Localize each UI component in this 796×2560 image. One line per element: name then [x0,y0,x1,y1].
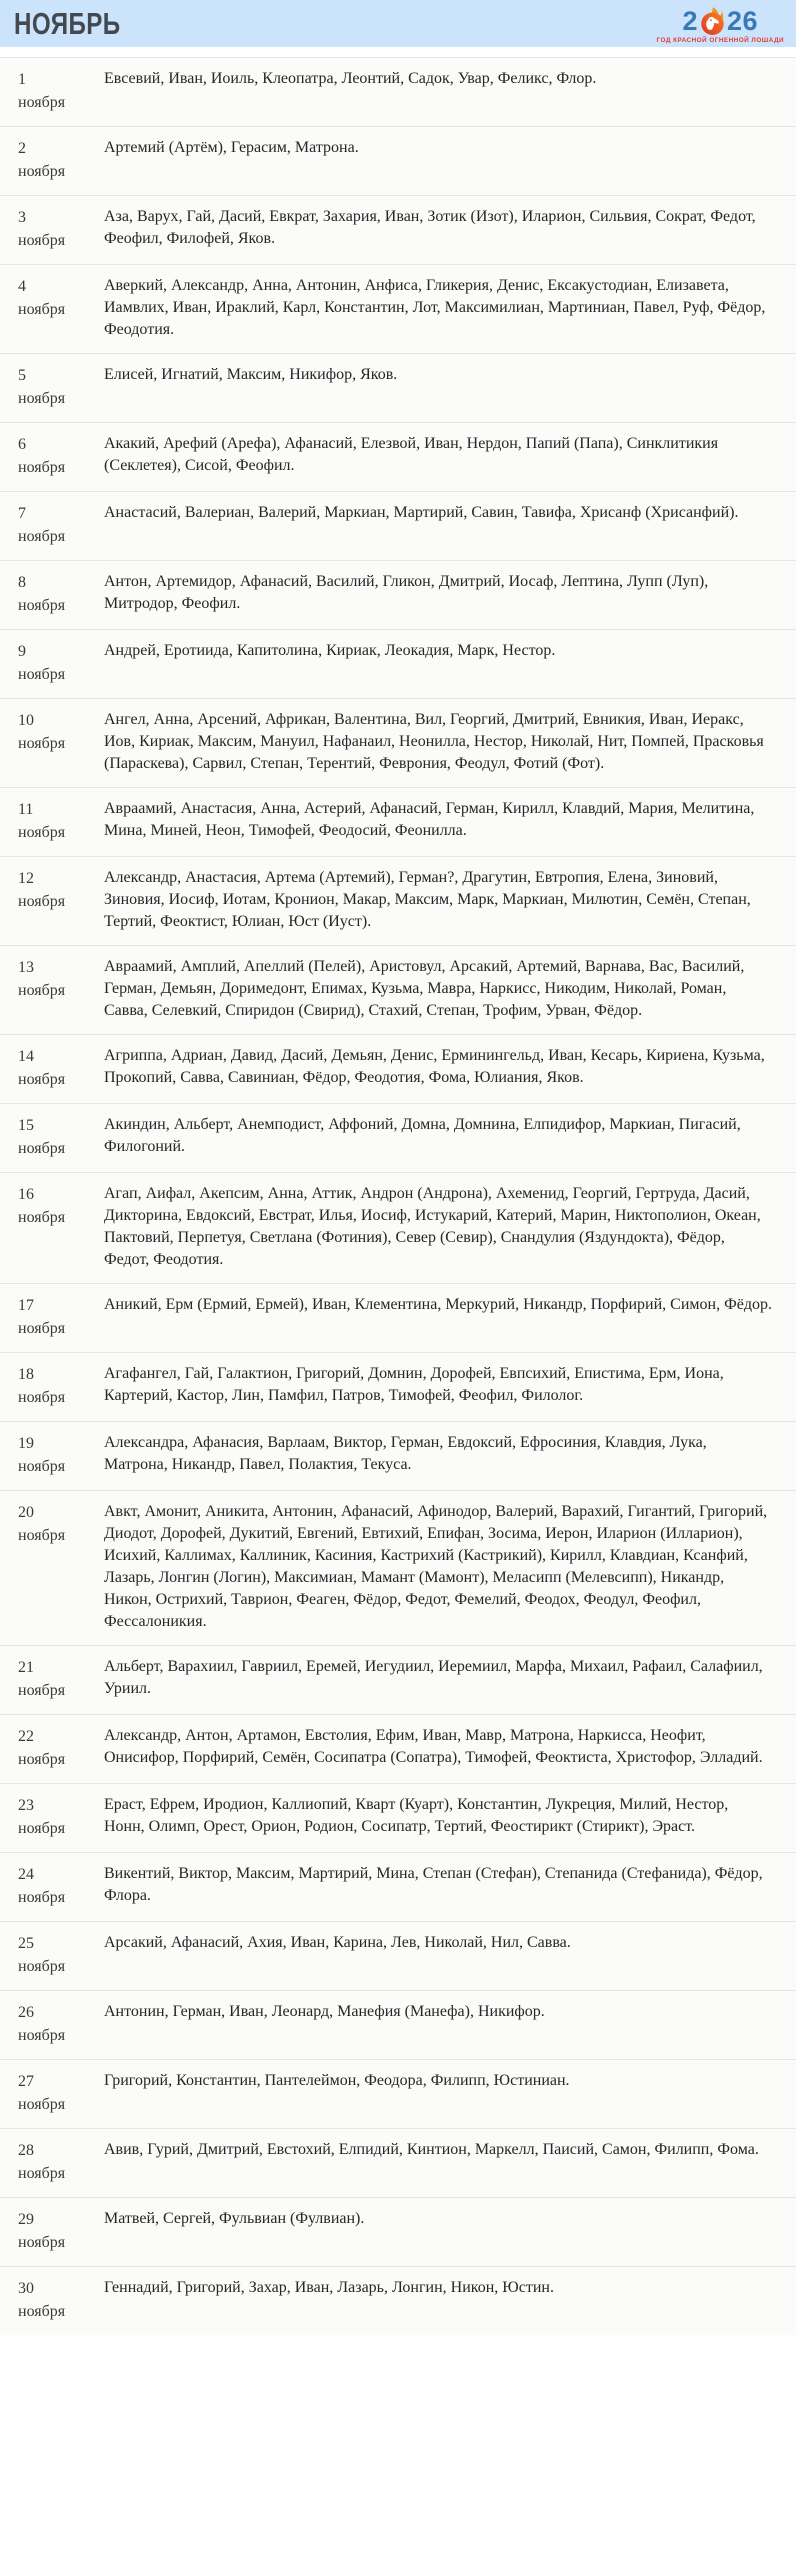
date-cell [0,137,104,183]
date-month-word: ноября [18,666,66,683]
date-month-word: ноября [18,390,66,407]
table-row [0,856,796,945]
date-month-word: ноября [18,1751,66,1768]
date-month-word: ноября [18,893,66,910]
table-row [0,1172,796,1283]
names-text: Викентий, Виктор, Максим, Мартирий, Мина, Степан (Стефан), Степанида (Стефанида), Фёдор, Флора. [104,1865,763,1904]
date-cell [0,1863,104,1909]
date-day: 19 [18,1435,34,1452]
table-row [0,787,796,856]
date-month-word: ноября [18,597,66,614]
names-text: Александр, Антон, Артамон, Евстолия, Ефим, Иван, Мавр, Матрона, Наркисса, Неофит, Онисифор, Порфирий, Семён, Сосипатра (Сопатра), Тимофей, Феоктиста, Христофор, Элладий. [104,1727,763,1766]
date-day: 24 [18,1866,34,1883]
names-text: Авив, Гурий, Дмитрий, Евстохий, Елпидий, Кинтион, Маркелл, Паисий, Самон, Филипп, Фома. [104,2141,759,2158]
year-logo [657,4,784,44]
table-row [0,2128,796,2197]
date-day: 1 [18,71,26,88]
date-day: 28 [18,2142,34,2159]
names-text: Григорий, Константин, Пантелеймон, Феодора, Филипп, Юстиниан. [104,2072,570,2089]
names-text: Антон, Артемидор, Афанасий, Василий, Гликон, Дмитрий, Иосаф, Лептина, Лупп (Луп), Митродор, Феофил. [104,573,709,612]
date-day: 25 [18,1935,34,1952]
date-day: 21 [18,1659,34,1676]
table-row [0,560,796,629]
table-row [0,422,796,491]
date-day: 15 [18,1117,34,1134]
date-month-word: ноября [18,735,66,752]
date-month-word: ноября [18,528,66,545]
names-text: Аза, Варух, Гай, Дасий, Евкрат, Захария, Иван, Зотик (Изот), Иларион, Сильвия, Сократ, Федот, Феофил, Филофей, Яков. [104,208,756,247]
date-cell [0,502,104,548]
table-row [0,1645,796,1714]
names-text: Авкт, Амонит, Аникита, Антонин, Афанасий, Афинодор, Валерий, Варахий, Гигантий, Григорий, Диодот, Дорофей, Дукитий, Евгений, Евтихий, Епифан, Зосима, Иерон, Иларион (Илларион), Исихий, Каллимах, Каллиник, Касиния, Кастрихий (Кастрикий), Кирилл, Клавдиан, Ксанфий, Лазарь, Лонгин (Логин), Максимиан, Мамант (Мамонт), Меласипп (Мелевсипп), Никандр, Никон, Острихий, Таврион, Феаген, Фёдор, Федот, Фемелий, Феодох, Феодул, Феофил, Фессалоникия. [104,1503,768,1630]
date-month-word: ноября [18,1682,66,1699]
table-row [0,1490,796,1645]
date-cell [0,956,104,1022]
date-month-word: ноября [18,1389,66,1406]
names-text: Александр, Анастасия, Артема (Артемий), Герман?, Драгутин, Евтропия, Елена, Зиновий, Зиновия, Иосиф, Иотам, Кронион, Макар, Максим, Марк, Маркиан, Милютин, Семён, Степан, Тертий, Феоктист, Юлиан, Юст (Иуст). [104,869,751,930]
date-day: 7 [18,505,26,522]
date-day: 22 [18,1728,34,1745]
names-text: Матвей, Сергей, Фульвиан (Фулвиан). [104,2210,365,2227]
date-month-word: ноября [18,982,66,999]
date-day: 9 [18,643,26,660]
date-month-word: ноября [18,2303,66,2320]
date-day: 26 [18,2004,34,2021]
names-text: Елисей, Игнатий, Максим, Никифор, Яков. [104,366,398,383]
date-cell [0,364,104,410]
date-month-word: ноября [18,2096,66,2113]
names-text: Александра, Афанасия, Варлаам, Виктор, Герман, Евдоксий, Ефросиния, Клавдия, Лука, Матрона, Никандр, Павел, Полактия, Текуса. [104,1434,707,1473]
date-month-word: ноября [18,2027,66,2044]
date-day: 20 [18,1504,34,1521]
table-row [0,2266,796,2335]
table-row [0,1103,796,1172]
names-text: Ангел, Анна, Арсений, Африкан, Валентина, Вил, Георгий, Дмитрий, Евникия, Иван, Иеракс, Иов, Кириак, Максим, Мануил, Нафанаил, Неонилла, Нестор, Николай, Нит, Помпей, Прасковья (Параскева), Сарвил, Степан, Терентий, Феврония, Феодул, Фотий (Фот). [104,711,764,772]
date-month-word: ноября [18,1527,66,1544]
date-cell [0,275,104,341]
date-cell [0,2001,104,2047]
names-text: Евсевий, Иван, Иоиль, Клеопатра, Леонтий, Садок, Увар, Феликс, Флор. [104,70,597,87]
date-day: 8 [18,574,26,591]
date-cell [0,571,104,617]
table-row [0,629,796,698]
date-day: 5 [18,367,26,384]
date-month-word: ноября [18,1958,66,1975]
names-text: Акакий, Арефий (Арефа), Афанасий, Елезвой, Иван, Нердон, Папий (Папа), Синклитикия (Секлетея), Сисой, Феофил. [104,435,719,474]
table-row [0,1990,796,2059]
table-row [0,491,796,560]
date-month-word: ноября [18,824,66,841]
date-cell [0,640,104,686]
table-row [0,1352,796,1421]
date-month-word: ноября [18,1209,66,1226]
date-cell [0,1794,104,1840]
date-day: 11 [18,801,34,818]
names-text: Агафангел, Гай, Галактион, Григорий, Домнин, Дорофей, Евпсихий, Епистима, Ерм, Иона, Картерий, Кастор, Лин, Памфил, Патров, Тимофей, Феофил, Филолог. [104,1365,724,1404]
date-day: 12 [18,870,34,887]
date-day: 3 [18,209,26,226]
table-row [0,57,796,126]
date-day: 4 [18,278,26,295]
table-row [0,1421,796,1490]
date-month-word: ноября [18,94,66,111]
date-cell [0,1183,104,1271]
names-text: Ераст, Ефрем, Иродион, Каллиопий, Кварт (Куарт), Константин, Лукреция, Милий, Нестор, Нонн, Олимп, Орест, Орион, Родион, Сосипатр, Тертий, Феостирикт (Стирикт), Эраст. [104,1796,729,1835]
date-cell [0,1501,104,1633]
date-month-word: ноября [18,2234,66,2251]
names-text: Агриппа, Адриан, Давид, Дасий, Демьян, Денис, Ерминингельд, Иван, Кесарь, Кириена, Кузьма, Прокопий, Савва, Савиниан, Фёдор, Феодотия, Фома, Юлиания, Яков. [104,1047,765,1086]
logo-digit: 2 [682,5,699,36]
logo-digit: 26 [727,5,759,36]
date-cell [0,798,104,844]
date-day: 14 [18,1048,34,1065]
date-day: 10 [18,712,34,729]
date-month-word: ноября [18,1320,66,1337]
date-day: 17 [18,1297,34,1314]
date-day: 30 [18,2280,34,2297]
date-cell [0,1432,104,1478]
names-text: Антонин, Герман, Иван, Леонард, Манефия (Манефа), Никифор. [104,2003,545,2020]
date-month-word: ноября [18,232,66,249]
date-cell [0,2208,104,2254]
names-text: Авраамий, Анастасия, Анна, Астерий, Афанасий, Герман, Кирилл, Клавдий, Мария, Мелитина, Мина, Миней, Неон, Тимофей, Феодосий, Феонилла. [104,800,755,839]
date-cell [0,1045,104,1091]
date-day: 18 [18,1366,34,1383]
date-cell [0,1656,104,1702]
date-month-word: ноября [18,1458,66,1475]
table-row [0,1714,796,1783]
table-row [0,1783,796,1852]
names-text: Анастасий, Валериан, Валерий, Маркиан, Мартирий, Савин, Тавифа, Хрисанф (Хрисанфий). [104,504,739,521]
date-month-word: ноября [18,1889,66,1906]
date-cell [0,1294,104,1340]
table-row [0,945,796,1034]
date-day: 29 [18,2211,34,2228]
names-text: Геннадий, Григорий, Захар, Иван, Лазарь, Лонгин, Никон, Юстин. [104,2279,554,2296]
table-row [0,195,796,264]
date-month-word: ноября [18,1071,66,1088]
date-day: 2 [18,140,26,157]
logo-year [657,7,784,36]
table-row [0,1921,796,1990]
date-month-word: ноября [18,2165,66,2182]
names-text: Арсакий, Афанасий, Ахия, Иван, Карина, Лев, Николай, Нил, Савва. [104,1934,571,1951]
table-row [0,1034,796,1103]
month-header [0,0,796,47]
date-cell [0,1363,104,1409]
date-cell [0,1725,104,1771]
date-day: 6 [18,436,26,453]
names-text: Альберт, Варахиил, Гавриил, Еремей, Иегудиил, Иеремиил, Марфа, Михаил, Рафаил, Салафиил, Уриил. [104,1658,763,1697]
date-cell [0,2139,104,2185]
date-cell [0,709,104,775]
date-day: 23 [18,1797,34,1814]
date-cell [0,433,104,479]
table-row [0,126,796,195]
table-row [0,698,796,787]
table-row [0,2059,796,2128]
month-title: НОЯБРЬ [14,6,121,41]
date-cell [0,2070,104,2116]
date-month-word: ноября [18,163,66,180]
date-cell [0,867,104,933]
names-text: Аникий, Ерм (Ермий, Ермей), Иван, Клементина, Меркурий, Никандр, Порфирий, Симон, Фёдор. [104,1296,772,1313]
date-cell [0,206,104,252]
date-day: 16 [18,1186,34,1203]
names-text: Авраамий, Амплий, Апеллий (Пелей), Аристовул, Арсакий, Артемий, Варнава, Вас, Василий, Герман, Демьян, Доримедонт, Епимах, Кузьма, Мавра, Наркисс, Никодим, Николай, Роман, Савва, Селевкий, Спиридон (Свирид), Стахий, Степан, Трофим, Урван, Фёдор. [104,958,745,1019]
namedays-table [0,57,796,2335]
date-day: 27 [18,2073,34,2090]
horse-flame-icon [699,7,726,36]
logo-subtitle: ГОД КРАСНОЙ ОГНЕННОЙ ЛОШАДИ [656,36,784,44]
date-cell [0,1114,104,1160]
date-month-word: ноября [18,459,66,476]
table-row [0,2197,796,2266]
date-month-word: ноября [18,1140,66,1157]
names-text: Акиндин, Альберт, Анемподист, Аффоний, Домна, Домнина, Елпидифор, Маркиан, Пигасий, Филогоний. [104,1116,741,1155]
table-row [0,1852,796,1921]
names-text: Агап, Аифал, Акепсим, Анна, Аттик, Андрон (Андрона), Ахеменид, Георгий, Гертруда, Дасий, Дикторина, Евдоксий, Евстрат, Илья, Иосиф, Истукарий, Катерий, Марин, Никтополион, Океан, Пактовий, Перпетуя, Светлана (Фотиния), Север (Севир), Снандулия (Яздундокта), Фёдор, Федот, Феодотия. [104,1185,761,1268]
names-text: Артемий (Артём), Герасим, Матрона. [104,139,359,156]
date-cell [0,2277,104,2323]
names-text: Аверкий, Александр, Анна, Антонин, Анфиса, Гликерия, Денис, Ексакустодиан, Елизавета, Иамвлих, Иван, Ираклий, Карл, Константин, Лот, Максимилиан, Мартиниан, Павел, Руф, Фёдор, Феодотия. [104,277,766,338]
date-cell [0,68,104,114]
date-cell [0,1932,104,1978]
date-day: 13 [18,959,34,976]
date-month-word: ноября [18,301,66,318]
table-row [0,353,796,422]
table-row [0,1283,796,1352]
date-month-word: ноября [18,1820,66,1837]
names-text: Андрей, Еротиида, Капитолина, Кириак, Леокадия, Марк, Нестор. [104,642,556,659]
table-row [0,264,796,353]
